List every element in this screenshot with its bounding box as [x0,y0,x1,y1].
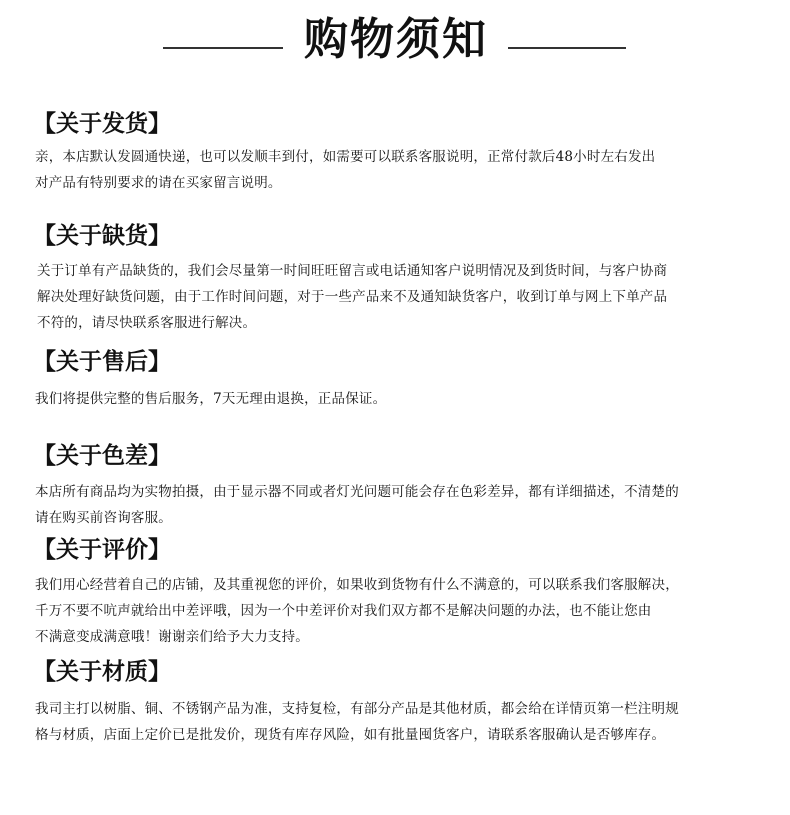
section-heading: 【关于评价】 [33,536,171,563]
body-line: 不符的，请尽快联系客服进行解决。 [37,315,257,331]
body-line: 我们将提供完整的售后服务，7天无理由退换，正品保证。 [35,391,387,407]
body-line: 解决处理好缺货问题，由于工作时间问题，对于一些产品来不及通知缺货客户，收到订单与网上下单产品 [37,289,668,305]
body-line: 请在购买前咨询客服。 [35,510,172,526]
section-heading: 【关于材质】 [33,658,171,685]
section-body [35,572,679,650]
body-line: 对产品有特别要求的请在买家留言说明。 [35,175,282,191]
page-header [0,10,790,70]
body-line: 不满意变成满意哦！谢谢亲们给予大力支持。 [35,629,309,645]
body-line: 我们用心经营着自己的店铺，及其重视您的评价，如果收到货物有什么不满意的，可以联系我们客服解决， [35,577,679,593]
body-line: 我司主打以树脂、铜、不锈钢产品为准，支持复检，有部分产品是其他材质，都会给在详情页第一栏注明规 [35,701,679,717]
body-line: 格与材质，店面上定价已是批发价，现货有库存风险，如有批量囤货客户，请联系客服确认是否够库存。 [35,727,666,743]
section-body [35,144,655,196]
title-rule-right [508,47,626,49]
body-line: 千万不要不吭声就给出中差评哦，因为一个中差评价对我们双方都不是解决问题的办法，也不能让您由 [35,603,652,619]
page-title: 购物须知 [304,14,488,65]
section-body [37,258,667,336]
body-line: 本店所有商品均为实物拍摄，由于显示器不同或者灯光问题可能会存在色彩差异，都有详细描述，不清楚的 [35,484,679,500]
section-heading: 【关于色差】 [33,442,171,469]
body-line: 关于订单有产品缺货的，我们会尽量第一时间旺旺留言或电话通知客户说明情况及到货时间，与客户协商 [37,263,668,279]
section-body [35,479,679,531]
section-body [35,386,386,412]
section-body [35,696,679,748]
body-line: 亲，本店默认发圆通快递，也可以发顺丰到付，如需要可以联系客服说明，正常付款后48小时左右发出 [35,149,656,165]
section-heading: 【关于发货】 [33,110,171,137]
section-heading: 【关于售后】 [33,348,171,375]
title-rule-left [163,47,283,49]
section-heading: 【关于缺货】 [33,222,171,249]
